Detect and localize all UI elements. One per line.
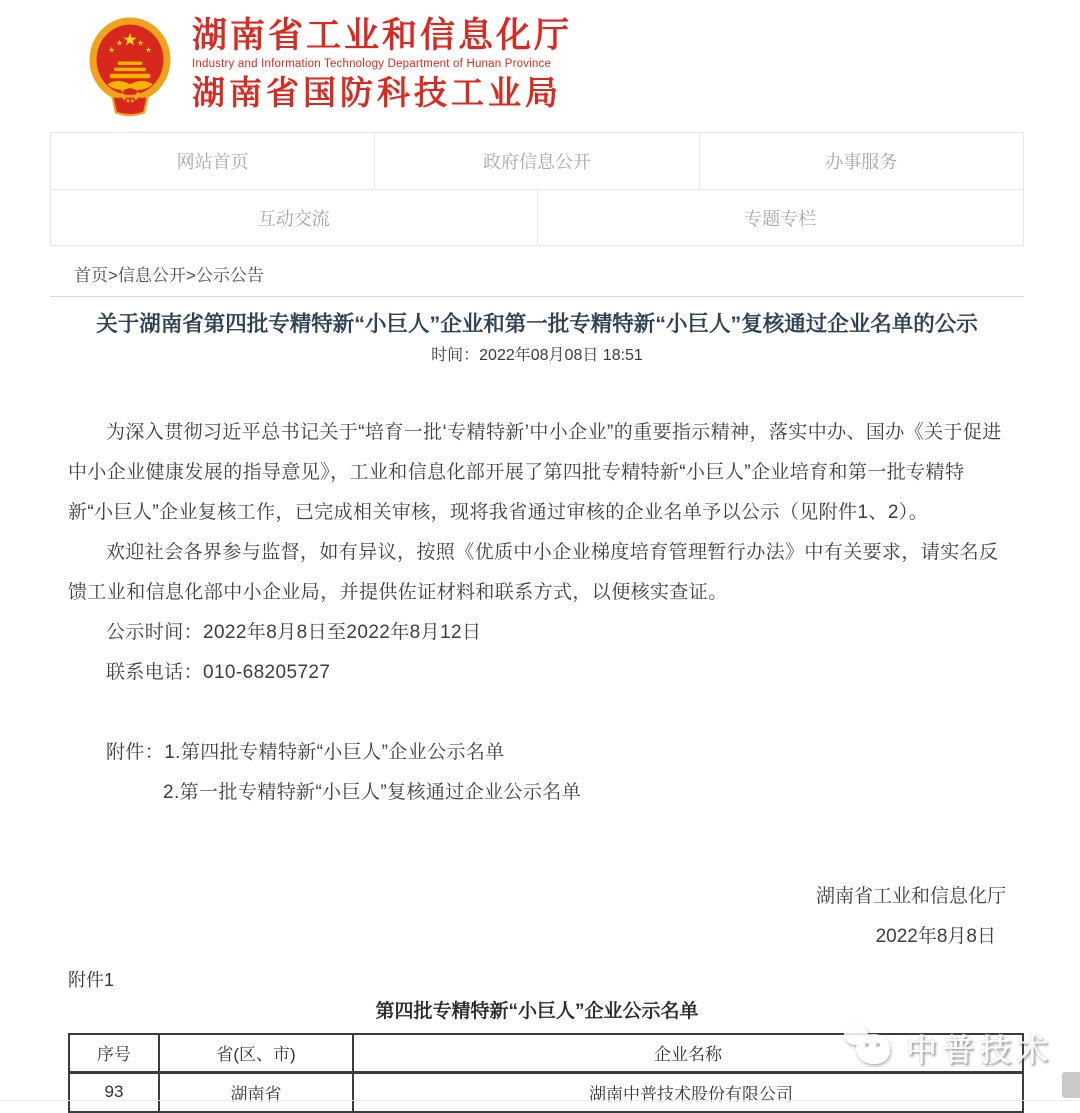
signature-date: 2022年8月8日 [875,926,996,947]
attachment-item-2 [68,773,1006,813]
publicity-period: 公示时间：2022年8月8日至2022年8月12日 [106,622,482,643]
column-header-seq: 序号 [69,1034,159,1072]
table-header-row [69,1034,1023,1072]
svg-text:★: ★ [144,45,153,55]
table-row [69,1072,1023,1112]
breadcrumb-bar [50,246,1024,297]
org-name-cn-2: 湖南省国防科技工业局 [192,74,562,111]
contact-phone: 联系电话：010-68205727 [106,662,331,683]
svg-text:★: ★ [115,38,123,48]
publish-time: 时间：2022年08月08日 18:51 [431,347,643,364]
org-name-cn-1: 湖南省工业和信息化厅 [192,16,573,55]
org-name-en: Industry and Information Technology Department of Hunan Province [192,58,552,70]
article-body [50,413,1024,813]
notice-article [50,310,1024,1113]
nav-item-interaction[interactable]: 互动交流 [257,208,330,229]
org-title-block [192,12,572,112]
attachment-2-text: 2.第一批专精特新“小巨人”复核通过企业公示名单 [163,782,582,803]
nav-item-services[interactable]: 办事服务 [699,133,1023,189]
attachment-item-1 [68,733,1006,773]
annex-1-label: 附件1 [68,970,115,990]
spacer [68,693,1006,733]
column-header-company: 企业名称 [353,1034,1023,1072]
svg-text:★: ★ [107,45,116,55]
nav-item-gov-info[interactable]: 政府信息公开 [374,133,698,189]
page-title: 关于湖南省第四批专精特新“小巨人”企业和第一批专精特新“小巨人”复核通过企业名单的公示 [96,312,978,336]
annex-table-title: 第四批专精特新“小巨人”企业公示名单 [375,1001,699,1022]
cell-seq: 93 [69,1072,159,1112]
nav-row-1 [51,133,1023,189]
nav-item-special-topics[interactable]: 专题专栏 [537,190,1024,245]
cell-company: 湖南中普技术股份有限公司 [353,1072,1023,1112]
annex-table [68,1033,1024,1113]
paragraph-1: 为深入贯彻习近平总书记关于“培育一批‘专精特新’中小企业”的重要指示精神，落实中办、国办《关于促进中小企业健康发展的指导意见》，工业和信息化部开展了第四批专精特新“小巨人”企业培育和第一批专精特新“小巨人”企业复核工作，已完成相关审核，现将我省通过审核的企业名单予以公示（见附件1、2）。 [68,422,1002,523]
nav-item-home[interactable]: 网站首页 [176,152,249,172]
site-header [0,0,1080,130]
national-emblem-logo [86,12,174,118]
column-header-province: 省(区、市) [159,1034,353,1072]
nav-row-2 [51,189,1023,245]
attachment-1-text: 1.第四批专精特新“小巨人”企业公示名单 [164,742,505,763]
cell-province: 湖南省 [159,1072,353,1112]
main-nav [50,132,1024,246]
watermark-text: 中普技术 [906,1032,1054,1068]
svg-text:★: ★ [137,38,145,48]
corner-tab [1062,1072,1080,1098]
signature-org: 湖南省工业和信息化厅 [815,886,1006,907]
paragraph-2: 欢迎社会各界参与监督，如有异议，按照《优质中小企业梯度培育管理暂行办法》中有关要求，请实名反馈工业和信息化部中小企业局，并提供佐证材料和联系方式，以便核实查证。 [68,542,999,603]
signature-block [50,877,1024,957]
svg-text:★: ★ [122,29,138,50]
breadcrumb[interactable]: 首页>信息公开>公示公告 [74,266,264,285]
attachments-label: 附件： [106,742,165,763]
